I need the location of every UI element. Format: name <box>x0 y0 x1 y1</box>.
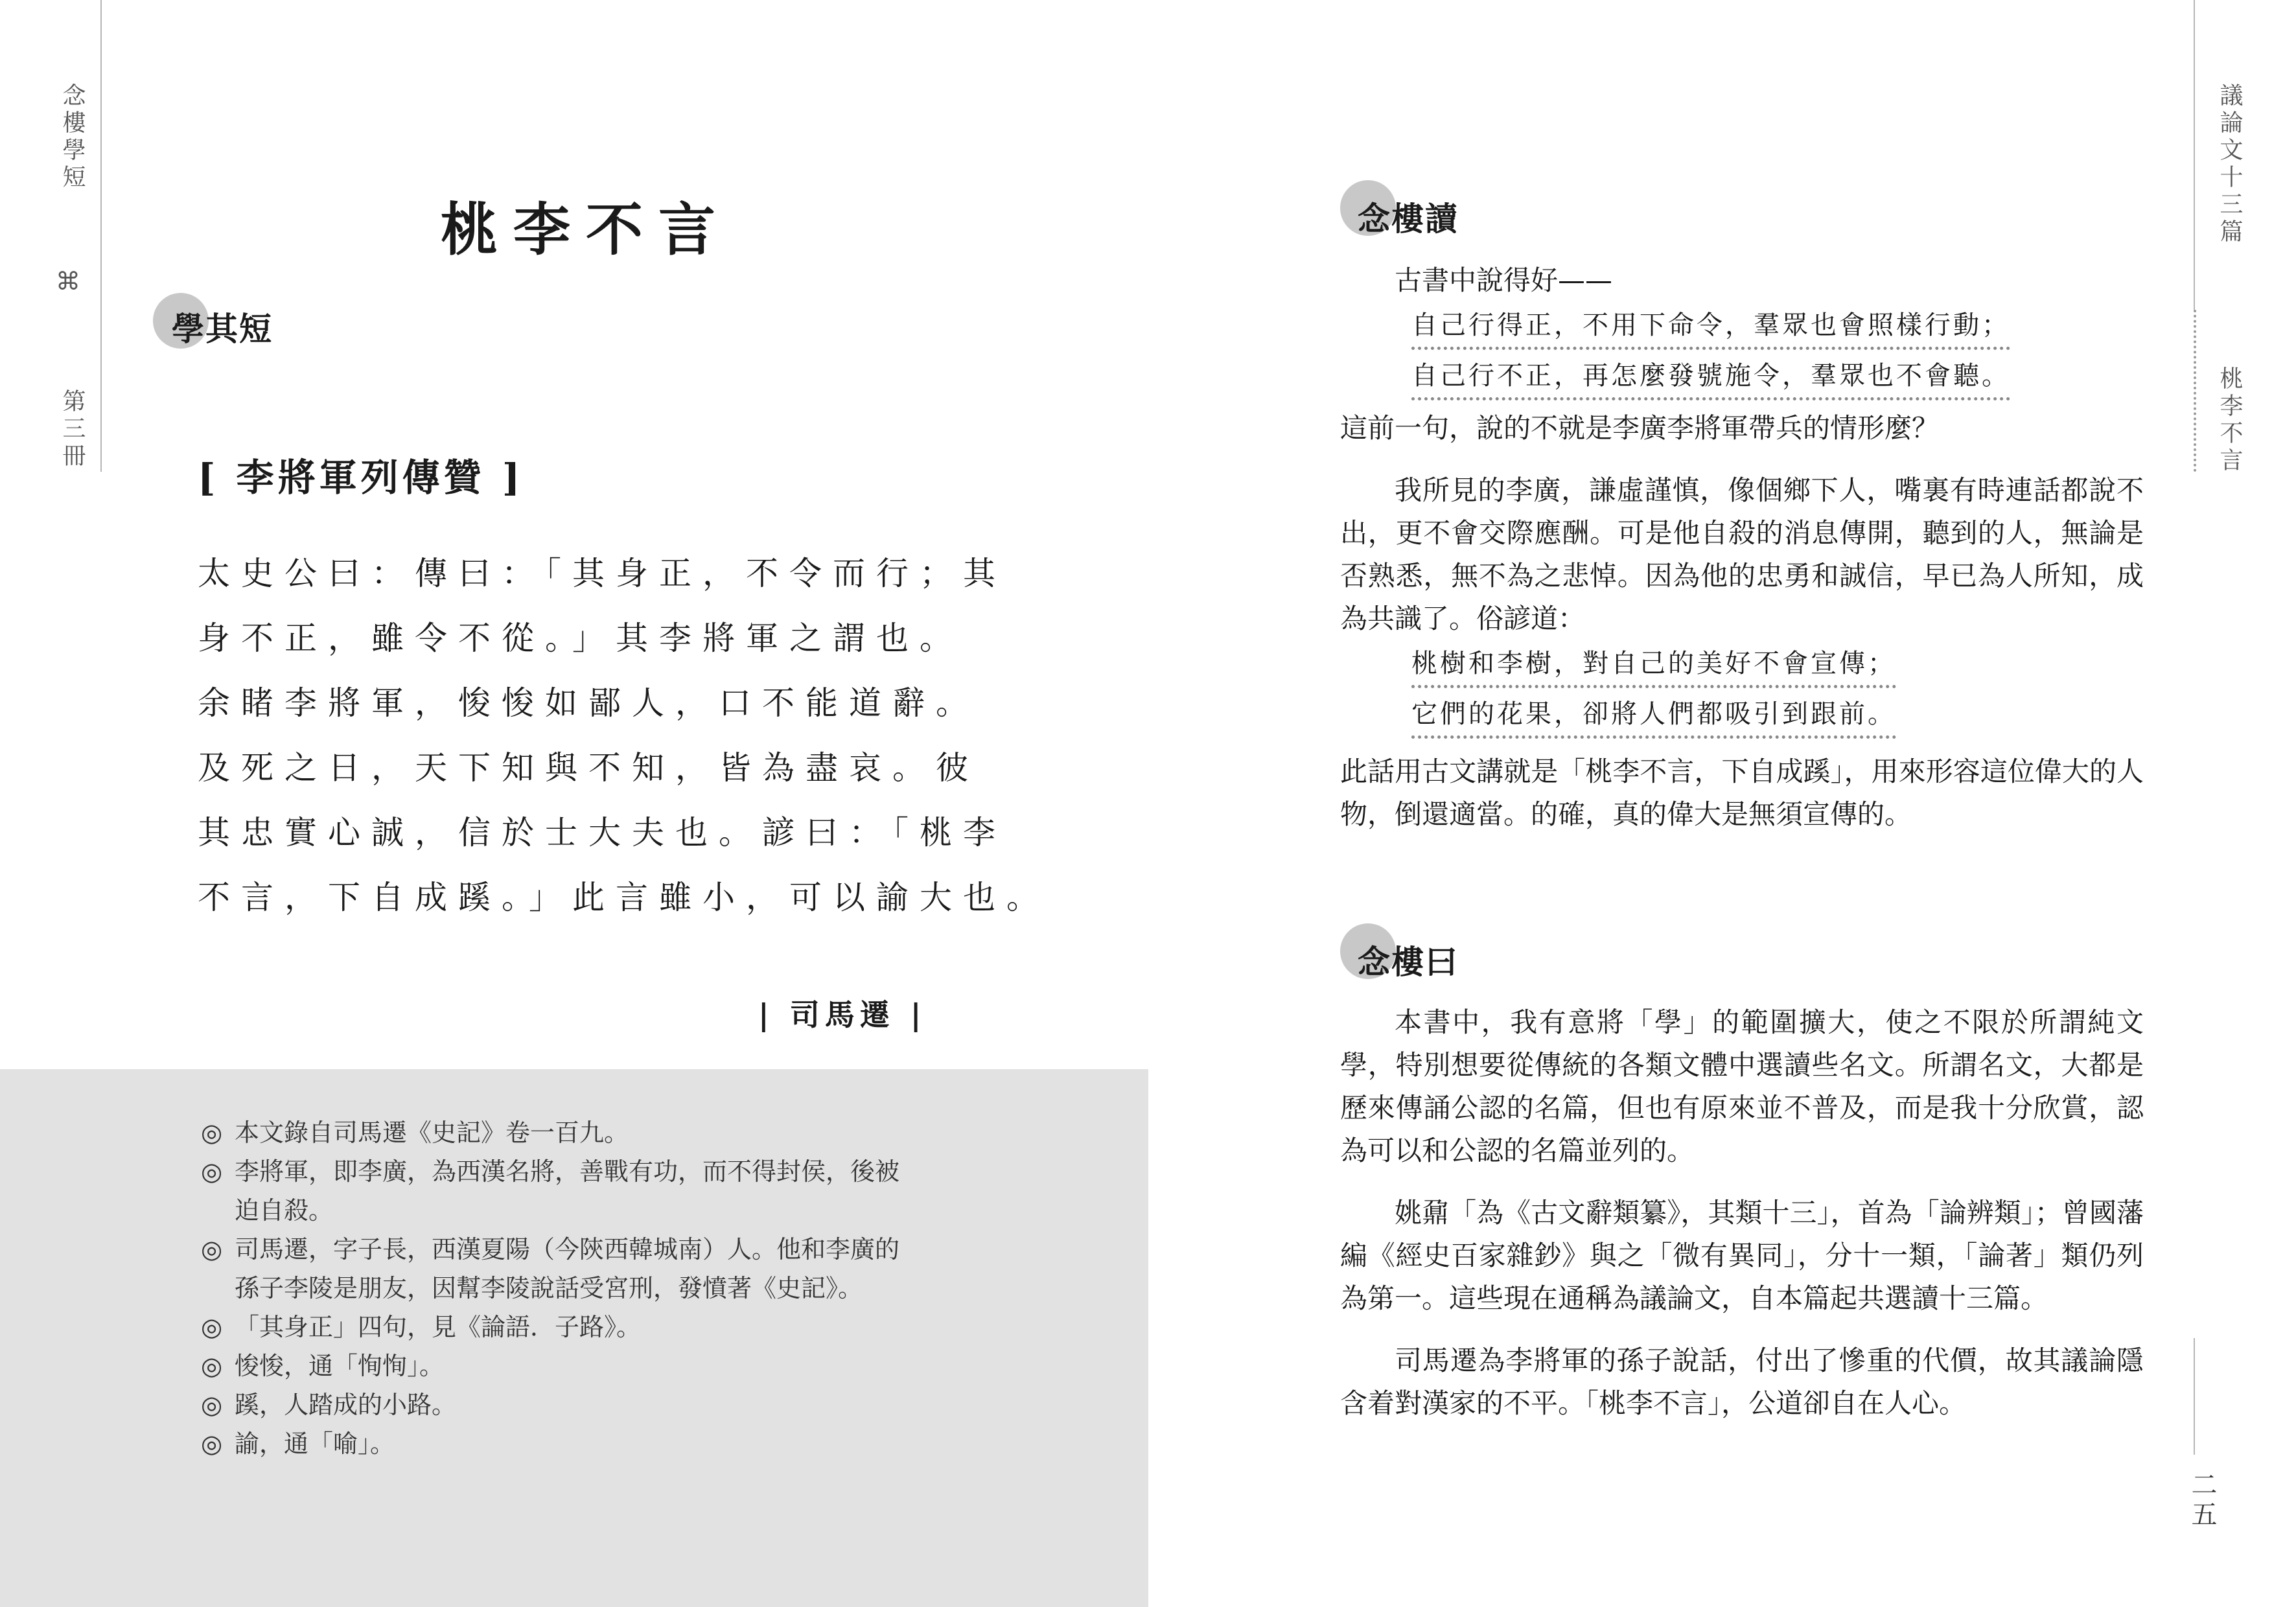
right-page-number: 二五 <box>2187 1471 2217 1531</box>
right-margin-dotted-rule <box>2194 310 2196 472</box>
command-symbol-icon: ⌘ <box>56 267 80 295</box>
subtitle: [ 李將軍列傳贊 ] <box>198 456 524 500</box>
note-item: ◎ 蹊，人踏成的小路。 <box>201 1385 914 1424</box>
page-title: 桃李不言 <box>441 196 732 263</box>
classical-text <box>198 541 1050 930</box>
section-badge-label: 學其短 <box>172 310 273 348</box>
bullet-icon: ◎ <box>201 1235 223 1264</box>
classical-line: 太史公曰：傳曰：「其身正，不令而行；其 <box>198 555 1006 592</box>
quote-line: 自己行不正，再怎麼發號施令，羣眾也不會聽。 <box>1411 355 2010 400</box>
classical-line: 余睹李將軍，悛悛如鄙人，口不能道辭。 <box>198 684 979 722</box>
bullet-icon: ◎ <box>201 1118 223 1147</box>
quote-line: 桃樹和李樹，對自己的美好不會宣傳； <box>1411 643 1896 688</box>
section2-para1: 本書中，我有意將「學」的範圍擴大，使之不限於所謂純文學，特別想要從傳統的各類文體中選讀些名文。所謂名文，大都是歷來傳誦公認的名篇，但也有原來並不普及，而是我十分欣賞，認為可以和公認的名篇並列的。 <box>1340 1006 2144 1166</box>
note-item: ◎ 李將軍，即李廣，為西漢名將，善戰有功，而不得封侯，後被迫自殺。 <box>201 1152 914 1230</box>
quote-block-2 <box>1340 643 2144 739</box>
note-item: ◎ 諭，通「喻」。 <box>201 1424 914 1463</box>
bullet-icon: ◎ <box>201 1391 223 1419</box>
notes-list <box>201 1113 914 1463</box>
right-margin-rule-top <box>2194 0 2195 310</box>
bullet-icon: ◎ <box>201 1352 223 1380</box>
classical-line: 身不正，雖令不從。」其李將軍之謂也。 <box>198 619 963 657</box>
bullet-icon: ◎ <box>201 1157 223 1186</box>
section1-para1: 這前一句，說的不就是李廣李將軍帶兵的情形麼？ <box>1340 412 1940 444</box>
section1-para2: 我所見的李廣，謙虛謹慎，像個鄉下人，嘴裏有時連話都說不出，更不會交際應酬。可是他自殺的消息傳開，聽到的人，無論是否熟悉，無不為之悲悼。因為他的忠勇和誠信，早已為人所知，成為共識了。俗諺道： <box>1340 474 2144 634</box>
quote-line: 它們的花果，卻將人們都吸引到跟前。 <box>1411 693 1896 739</box>
section1-intro: 古書中說得好—— <box>1395 264 1613 296</box>
classical-line: 及死之日，天下知與不知，皆為盡哀。彼 <box>198 749 979 787</box>
classical-line: 不言，下自成蹊。」此言雖小，可以諭大也。 <box>198 879 1050 916</box>
bullet-icon: ◎ <box>201 1429 223 1458</box>
classical-line: 其忠實心誠，信於士大夫也。諺曰：「桃李 <box>198 814 1006 851</box>
note-item: ◎ 「其身正」四句，見《論語．子路》。 <box>201 1308 914 1347</box>
section1-body <box>1340 259 2144 836</box>
quote-line: 自己行得正，不用下命令，羣眾也會照樣行動； <box>1411 305 2010 350</box>
left-running-volume: 第三冊 <box>59 389 86 470</box>
note-item: ◎ 司馬遷，字子長，西漢夏陽（今陝西韓城南）人。他和李廣的孫子李陵是朋友，因幫李陵說話受宮刑，發憤著《史記》。 <box>201 1230 914 1308</box>
section2-para3: 司馬遷為李將軍的孫子說話，付出了慘重的代價，故其議論隱含着對漢家的不平。「桃李不言」，公道卻自在人心。 <box>1340 1345 2144 1419</box>
section1-para3: 此話用古文講就是「桃李不言，下自成蹊」，用來形容這位偉大的人物，倒還適當。的確，真的偉大是無須宣傳的。 <box>1340 756 2144 830</box>
left-running-title: 念樓學短 <box>59 83 86 192</box>
section2-para2: 姚鼐「為《古文辭類纂》，其類十三」，首為「論辨類」；曾國藩編《經史百家雜鈔》與之「微有異同」，分十一類，「論著」類仍列為第一。這些現在通稱為議論文，自本篇起共選讀十三篇。 <box>1340 1197 2144 1314</box>
section2-heading: 念樓曰 <box>1358 943 1459 981</box>
note-item: ◎ 悛悛，通「恂恂」。 <box>201 1347 914 1385</box>
left-margin-rule-top <box>100 0 102 472</box>
right-running-subtitle: 桃李不言 <box>2216 366 2243 475</box>
section1-heading: 念樓讀 <box>1358 200 1459 238</box>
right-running-title: 議論文十三篇 <box>2216 83 2243 246</box>
bullet-icon: ◎ <box>201 1313 223 1341</box>
author-credit: | 司馬遷 | <box>758 997 927 1032</box>
right-margin-rule-bottom <box>2194 1338 2195 1455</box>
section2-body <box>1340 1001 2144 1425</box>
note-item: ◎ 本文錄自司馬遷《史記》卷一百九。 <box>201 1113 914 1152</box>
quote-block-1 <box>1340 305 2144 400</box>
